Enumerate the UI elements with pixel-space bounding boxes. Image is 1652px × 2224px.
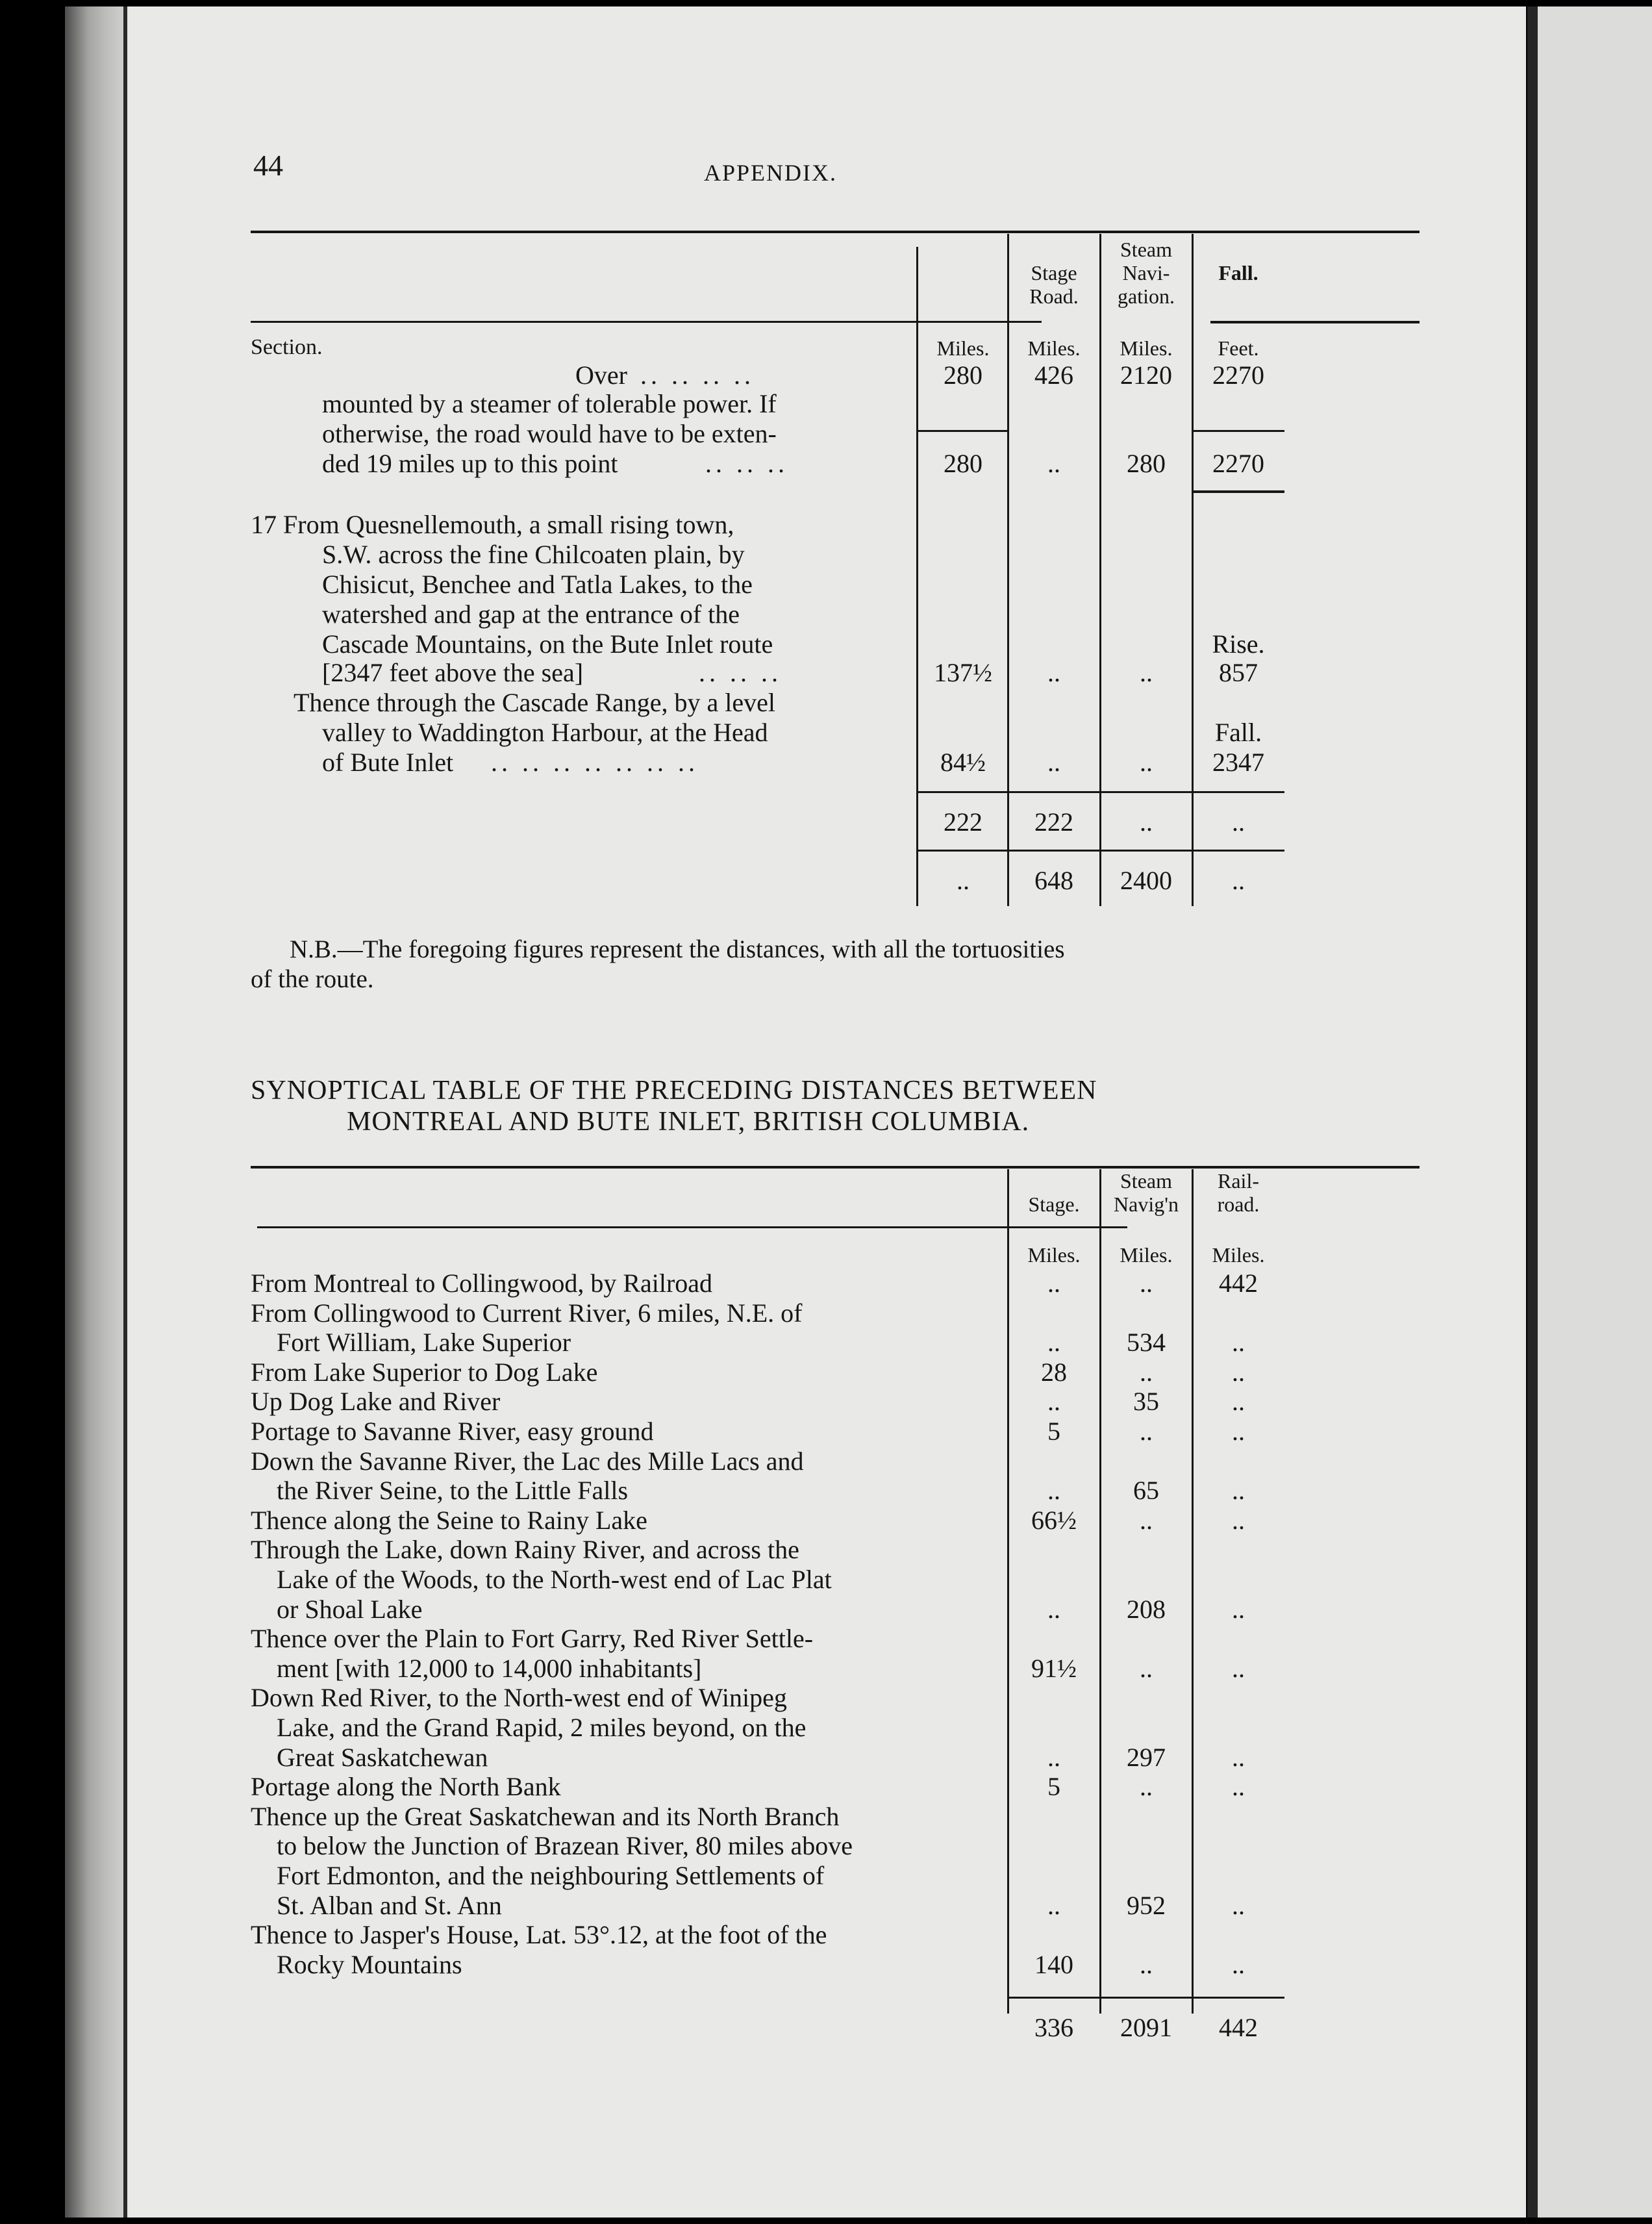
table1-row-text: mounted by a steamer of tolerable power. If bbox=[322, 389, 777, 418]
table2-cell: .. bbox=[1232, 1743, 1245, 1772]
page-edge-shadow bbox=[1527, 6, 1538, 2218]
table2-cell: .. bbox=[1140, 1417, 1153, 1446]
table1-subtotal: .. bbox=[1140, 807, 1153, 837]
table2-row-text: Thence up the Great Saskatchewan and its North Branch bbox=[251, 1802, 840, 1831]
table2-cell: .. bbox=[1232, 1328, 1245, 1357]
table1-unit: Miles. bbox=[1120, 336, 1173, 360]
table2-row-text: Through the Lake, down Rainy River, and across the bbox=[251, 1535, 799, 1564]
table1-cell: 2270 bbox=[1212, 449, 1264, 478]
table2-cell: .. bbox=[1047, 1743, 1060, 1772]
table2-row-text: Thence to Jasper's House, Lat. 53°.12, at the foot of the bbox=[251, 1920, 827, 1949]
table2-unit: Miles. bbox=[1120, 1243, 1173, 1267]
table2-unit: Miles. bbox=[1212, 1243, 1265, 1267]
table1-total: 2400 bbox=[1120, 866, 1172, 895]
table1-total: .. bbox=[1232, 866, 1245, 895]
table1-row-text: Thence through the Cascade Range, by a level bbox=[294, 688, 775, 717]
table1-cell: 2270 bbox=[1212, 360, 1264, 390]
table1-sum-rule bbox=[1194, 430, 1284, 432]
table1-top-rule bbox=[251, 231, 1420, 233]
table2-row-text: ment [with 12,000 to 14,000 inhabitants] bbox=[277, 1654, 702, 1683]
binding-gutter bbox=[65, 6, 123, 2218]
table1-row-text: Over bbox=[575, 360, 627, 390]
table1-section-label: Section. bbox=[251, 335, 323, 359]
table1-cell: 2347 bbox=[1212, 748, 1264, 777]
table2-row-text: Lake, and the Grand Rapid, 2 miles beyond, on the bbox=[277, 1713, 807, 1742]
table1-header-rule bbox=[251, 321, 1042, 323]
table1-cell: 857 bbox=[1219, 658, 1258, 687]
table2-title-line-2: MONTREAL AND BUTE INLET, BRITISH COLUMBIA. bbox=[347, 1107, 1030, 1137]
table2-cell: 140 bbox=[1034, 1950, 1073, 1979]
note-line-2: of the route. bbox=[251, 965, 374, 993]
table1-unit: Miles. bbox=[936, 336, 990, 360]
table2-total-rule bbox=[1008, 1997, 1284, 1999]
table1-cell: 280 bbox=[1127, 449, 1166, 478]
table1-total: 648 bbox=[1034, 866, 1073, 895]
table1-header-rule-right bbox=[1210, 321, 1420, 323]
table2-row-text: Fort William, Lake Superior bbox=[277, 1328, 571, 1357]
table2-row-text: the River Seine, to the Little Falls bbox=[277, 1476, 629, 1505]
table1-header-steam-navigation: Steam Navi- gation. bbox=[1118, 238, 1175, 308]
table1-cell: 280 bbox=[944, 360, 982, 390]
table2-row-text: Lake of the Woods, to the North-west end of Lac Plat bbox=[277, 1565, 832, 1594]
table1-col-divider-4 bbox=[1192, 234, 1194, 906]
table1-row-text: otherwise, the road would have to be exten- bbox=[322, 419, 777, 448]
table2-row-text: Portage to Savanne River, easy ground bbox=[251, 1417, 654, 1446]
table2-cell: 208 bbox=[1127, 1595, 1166, 1624]
table1-cell: Rise. bbox=[1212, 629, 1265, 659]
table2-row-text: Up Dog Lake and River bbox=[251, 1387, 501, 1416]
table2-header-stage: Stage. bbox=[1028, 1193, 1080, 1216]
table2-header-rule bbox=[257, 1226, 1127, 1228]
leader-dots: .. .. .. .. bbox=[640, 360, 755, 390]
table2-row-text: Down Red River, to the North-west end of Winipeg bbox=[251, 1683, 787, 1712]
table2-title-line-1: SYNOPTICAL TABLE OF THE PRECEDING DISTANCES BETWEEN bbox=[251, 1076, 1097, 1106]
table1-col-divider-3 bbox=[1099, 234, 1101, 906]
table2-cell: 442 bbox=[1219, 1269, 1258, 1298]
table1-subtotal: 222 bbox=[944, 807, 982, 837]
table1-subtotal: 222 bbox=[1034, 807, 1073, 837]
table2-cell: .. bbox=[1232, 1772, 1245, 1801]
table2-row-text: to below the Junction of Brazean River, 80 miles above bbox=[277, 1831, 853, 1860]
table2-cell: .. bbox=[1140, 1506, 1153, 1535]
table1-unit: Miles. bbox=[1027, 336, 1081, 360]
table2-cell: .. bbox=[1047, 1595, 1060, 1624]
table2-cell: .. bbox=[1047, 1387, 1060, 1416]
table2-total: 2091 bbox=[1120, 2013, 1172, 2042]
leader-dots: .. .. .. bbox=[705, 449, 788, 478]
table2-cell: .. bbox=[1047, 1328, 1060, 1357]
running-title: APPENDIX. bbox=[704, 160, 838, 186]
leader-dots: .. .. .. bbox=[699, 658, 782, 687]
table2-cell: .. bbox=[1232, 1417, 1245, 1446]
table2-row-text: or Shoal Lake bbox=[277, 1595, 423, 1624]
table1-cell: .. bbox=[1047, 449, 1060, 478]
table1-rule bbox=[1194, 490, 1284, 493]
table2-row-text: Thence over the Plain to Fort Garry, Red River Settle- bbox=[251, 1624, 814, 1653]
table1-row-text: Chisicut, Benchee and Tatla Lakes, to the bbox=[322, 570, 753, 599]
table1-cell: 137½ bbox=[934, 658, 992, 687]
page-number: 44 bbox=[253, 149, 283, 182]
table1-row-text: Cascade Mountains, on the Bute Inlet route bbox=[322, 629, 773, 659]
table2-cell: 534 bbox=[1127, 1328, 1166, 1357]
table2-row-text: Down the Savanne River, the Lac des Mille Lacs and bbox=[251, 1447, 804, 1476]
table2-cell: .. bbox=[1047, 1269, 1060, 1298]
table2-cell: 952 bbox=[1127, 1891, 1166, 1920]
table2-cell: .. bbox=[1232, 1654, 1245, 1683]
table2-cell: .. bbox=[1232, 1950, 1245, 1979]
table2-cell: .. bbox=[1232, 1387, 1245, 1416]
table2-header-steam-navign: Steam Navig'n bbox=[1114, 1169, 1179, 1216]
table1-cell: 426 bbox=[1034, 360, 1073, 390]
table2-row-text: From Collingwood to Current River, 6 miles, N.E. of bbox=[251, 1298, 803, 1328]
table1-cell: 84½ bbox=[940, 748, 986, 777]
table1-header-stage-road: Stage Road. bbox=[1029, 261, 1079, 308]
table2-cell: 297 bbox=[1127, 1743, 1166, 1772]
note-line-1: N.B.—The foregoing figures represent the distances, with all the tortuosities bbox=[290, 935, 1065, 963]
table1-row-text: of Bute Inlet bbox=[322, 748, 454, 777]
table1-row-text: [2347 feet above the sea] bbox=[322, 658, 584, 687]
page bbox=[123, 6, 1526, 2218]
table2-cell: .. bbox=[1232, 1506, 1245, 1535]
table1-sum-rule bbox=[918, 430, 1007, 432]
leader-dots: .. .. .. .. .. .. .. bbox=[491, 748, 699, 777]
table2-row-text: From Montreal to Collingwood, by Railroad bbox=[251, 1269, 713, 1298]
table1-row-text: 17 From Quesnellemouth, a small rising town, bbox=[251, 510, 734, 539]
table1-row-text: valley to Waddington Harbour, at the Head bbox=[322, 718, 768, 747]
table2-cell: 91½ bbox=[1031, 1654, 1077, 1683]
table2-top-rule bbox=[251, 1166, 1420, 1169]
table2-cell: 66½ bbox=[1031, 1506, 1077, 1535]
table1-row-text: watershed and gap at the entrance of the bbox=[322, 600, 740, 629]
table1-cell: .. bbox=[1140, 658, 1153, 687]
table1-cell: .. bbox=[1140, 748, 1153, 777]
table1-cell: Fall. bbox=[1214, 718, 1262, 747]
table1-subtotal: .. bbox=[1232, 807, 1245, 837]
table2-total: 442 bbox=[1219, 2013, 1258, 2042]
table1-col-divider-2 bbox=[1007, 234, 1009, 906]
table2-cell: .. bbox=[1232, 1476, 1245, 1505]
table2-cell: .. bbox=[1140, 1269, 1153, 1298]
facing-page-edge bbox=[1538, 6, 1652, 2218]
table2-cell: 35 bbox=[1133, 1387, 1159, 1416]
table2-cell: .. bbox=[1140, 1950, 1153, 1979]
table1-cell: 280 bbox=[944, 449, 982, 478]
table2-cell: .. bbox=[1232, 1595, 1245, 1624]
table1-cell: .. bbox=[1047, 748, 1060, 777]
table2-row-text: St. Alban and St. Ann bbox=[277, 1891, 502, 1920]
table2-cell: .. bbox=[1047, 1476, 1060, 1505]
table2-row-text: Fort Edmonton, and the neighbouring Settlements of bbox=[277, 1861, 825, 1890]
table1-row-text: S.W. across the fine Chilcoaten plain, by bbox=[322, 540, 745, 569]
table2-cell: .. bbox=[1140, 1772, 1153, 1801]
table1-total: .. bbox=[957, 866, 970, 895]
table2-cell: .. bbox=[1232, 1358, 1245, 1387]
table2-cell: .. bbox=[1047, 1891, 1060, 1920]
table2-row-text: Rocky Mountains bbox=[277, 1950, 462, 1979]
table2-row-text: Great Saskatchewan bbox=[277, 1743, 488, 1772]
table2-unit: Miles. bbox=[1027, 1243, 1081, 1267]
table2-cell: .. bbox=[1232, 1891, 1245, 1920]
table2-row-text: From Lake Superior to Dog Lake bbox=[251, 1358, 598, 1387]
table2-cell: .. bbox=[1140, 1654, 1153, 1683]
table1-cell: 2120 bbox=[1120, 360, 1172, 390]
table1-subtotal-rule bbox=[918, 791, 1284, 793]
table2-row-text: Thence along the Seine to Rainy Lake bbox=[251, 1506, 647, 1535]
table1-row-text: ded 19 miles up to this point bbox=[322, 449, 618, 478]
table1-unit: Feet. bbox=[1218, 336, 1259, 360]
table1-header-fall: Fall. bbox=[1218, 261, 1258, 284]
table2-cell: 5 bbox=[1047, 1417, 1060, 1446]
table1-cell: .. bbox=[1047, 658, 1060, 687]
table2-cell: 5 bbox=[1047, 1772, 1060, 1801]
table2-row-text: Portage along the North Bank bbox=[251, 1772, 561, 1801]
table2-cell: 28 bbox=[1041, 1358, 1067, 1387]
table1-total-rule bbox=[918, 850, 1284, 852]
table2-total: 336 bbox=[1034, 2013, 1073, 2042]
table2-header-railroad: Rail- road. bbox=[1217, 1169, 1260, 1216]
table2-cell: 65 bbox=[1133, 1476, 1159, 1505]
table2-cell: .. bbox=[1140, 1358, 1153, 1387]
